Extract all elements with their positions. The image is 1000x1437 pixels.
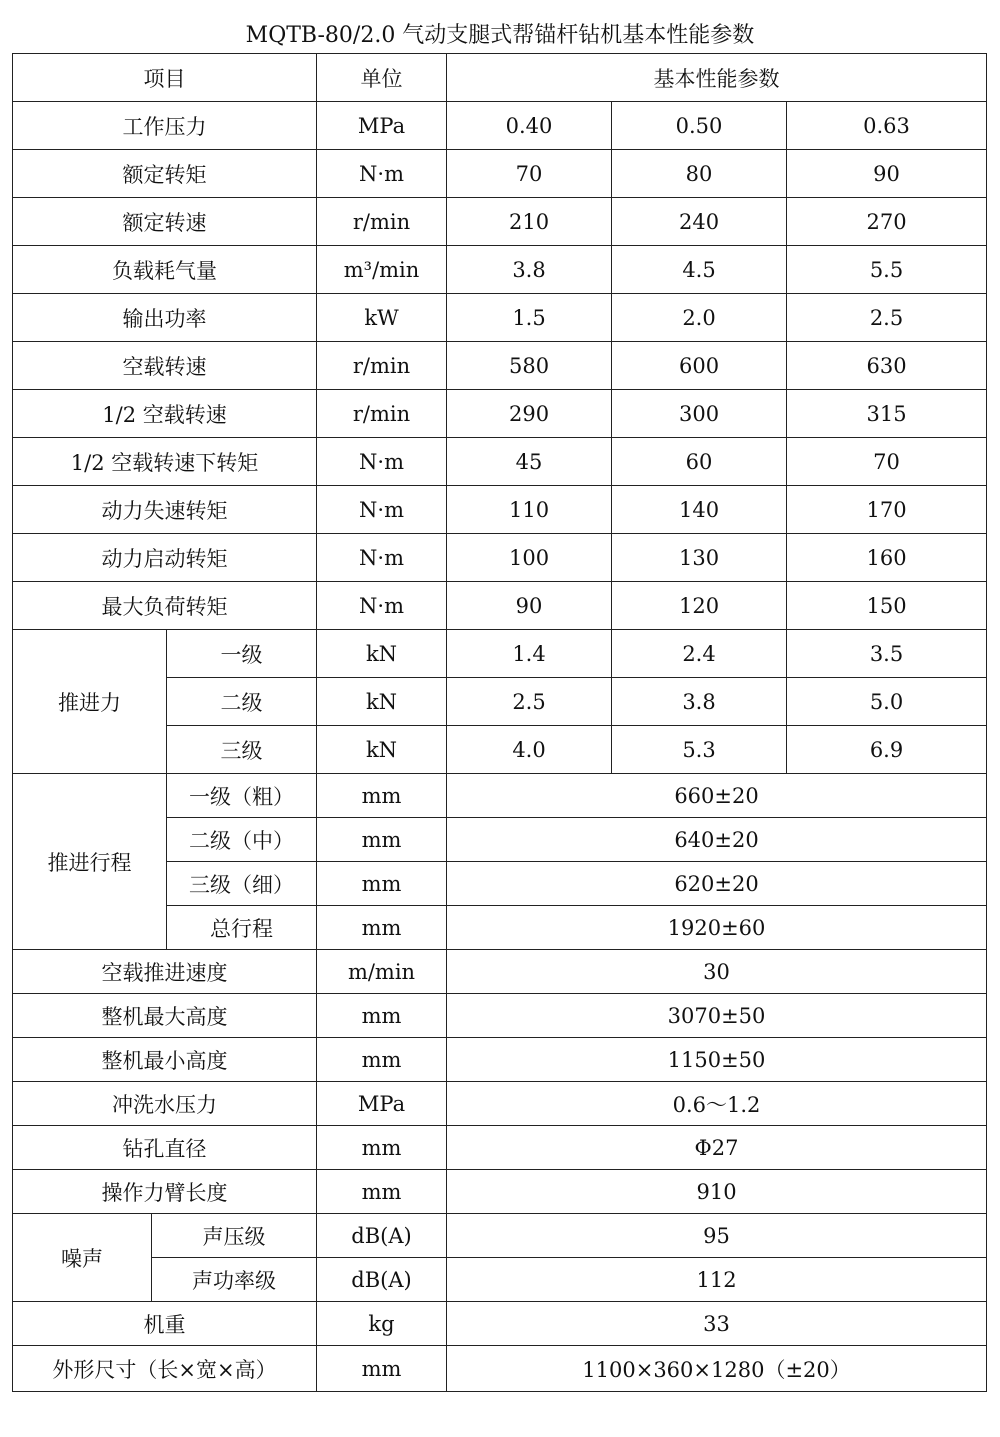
row-value: 95 <box>447 1214 987 1258</box>
sub-label: 一级（粗） <box>167 774 317 818</box>
row-value: 130 <box>612 534 787 582</box>
table-row <box>13 1346 987 1392</box>
table-row <box>13 294 987 342</box>
row-unit: MPa <box>317 102 447 150</box>
row-unit: dB(A) <box>317 1214 447 1258</box>
row-unit: mm <box>317 1038 447 1082</box>
row-value: 0.50 <box>612 102 787 150</box>
thrust-group-label: 推进力 <box>13 630 167 774</box>
row-unit: mm <box>317 1170 447 1214</box>
row-unit: dB(A) <box>317 1258 447 1302</box>
row-unit: N·m <box>317 582 447 630</box>
row-value: 3.5 <box>787 630 987 678</box>
row-label: 空载转速 <box>13 342 317 390</box>
row-value: 300 <box>612 390 787 438</box>
header-row <box>13 54 987 102</box>
row-value: 240 <box>612 198 787 246</box>
table-row <box>13 774 987 818</box>
row-value: 30 <box>447 950 987 994</box>
row-value: 6.9 <box>787 726 987 774</box>
row-value: 60 <box>612 438 787 486</box>
row-unit: N·m <box>317 486 447 534</box>
table-row <box>13 630 987 678</box>
row-value: 1.4 <box>447 630 612 678</box>
row-value: 660±20 <box>447 774 987 818</box>
row-value: 5.0 <box>787 678 987 726</box>
sub-label: 二级 <box>167 678 317 726</box>
table-row <box>13 102 987 150</box>
row-value: 2.0 <box>612 294 787 342</box>
row-unit: kN <box>317 678 447 726</box>
row-value: 1920±60 <box>447 906 987 950</box>
sub-label: 声压级 <box>152 1214 317 1258</box>
row-value: 4.0 <box>447 726 612 774</box>
row-unit: kN <box>317 726 447 774</box>
row-label: 空载推进速度 <box>13 950 317 994</box>
row-label: 整机最小高度 <box>13 1038 317 1082</box>
row-label: 最大负荷转矩 <box>13 582 317 630</box>
row-value: 290 <box>447 390 612 438</box>
row-label: 外形尺寸（长×宽×高） <box>13 1346 317 1392</box>
table-row <box>13 994 987 1038</box>
row-unit: mm <box>317 1126 447 1170</box>
row-unit: mm <box>317 906 447 950</box>
row-label: 额定转速 <box>13 198 317 246</box>
row-unit: mm <box>317 774 447 818</box>
row-value: 140 <box>612 486 787 534</box>
row-value: 120 <box>612 582 787 630</box>
sub-label: 三级 <box>167 726 317 774</box>
row-value: 640±20 <box>447 818 987 862</box>
table-row <box>13 390 987 438</box>
row-label: 工作压力 <box>13 102 317 150</box>
row-label: 动力启动转矩 <box>13 534 317 582</box>
sub-label: 三级（细） <box>167 862 317 906</box>
row-label: 操作力臂长度 <box>13 1170 317 1214</box>
stroke-group-label: 推进行程 <box>13 774 167 950</box>
row-value: 600 <box>612 342 787 390</box>
header-item: 项目 <box>13 54 317 102</box>
row-value: 2.4 <box>612 630 787 678</box>
sub-label: 二级（中） <box>167 818 317 862</box>
row-value: 3.8 <box>447 246 612 294</box>
row-value: 0.63 <box>787 102 987 150</box>
sub-label: 一级 <box>167 630 317 678</box>
row-value: 3070±50 <box>447 994 987 1038</box>
row-unit: N·m <box>317 150 447 198</box>
table-row <box>13 246 987 294</box>
row-value: 90 <box>447 582 612 630</box>
row-value: 0.40 <box>447 102 612 150</box>
table-row <box>13 342 987 390</box>
row-label: 负载耗气量 <box>13 246 317 294</box>
row-value: 1100×360×1280（±20） <box>447 1346 987 1392</box>
row-label: 动力失速转矩 <box>13 486 317 534</box>
row-value: 112 <box>447 1258 987 1302</box>
table-row <box>13 486 987 534</box>
row-value: 5.3 <box>612 726 787 774</box>
noise-group-label: 噪声 <box>13 1214 152 1302</box>
row-unit: kN <box>317 630 447 678</box>
table-row <box>13 1126 987 1170</box>
table-row <box>13 1214 987 1258</box>
table-row <box>13 1082 987 1126</box>
row-value: 170 <box>787 486 987 534</box>
parameters-table <box>12 53 987 1392</box>
row-value: 630 <box>787 342 987 390</box>
header-unit: 单位 <box>317 54 447 102</box>
row-unit: N·m <box>317 438 447 486</box>
table-row <box>13 1302 987 1346</box>
row-value: 90 <box>787 150 987 198</box>
row-unit: r/min <box>317 390 447 438</box>
row-value: 100 <box>447 534 612 582</box>
row-unit: kW <box>317 294 447 342</box>
row-label: 输出功率 <box>13 294 317 342</box>
row-value: 150 <box>787 582 987 630</box>
row-unit: mm <box>317 862 447 906</box>
row-value: Φ27 <box>447 1126 987 1170</box>
row-value: 2.5 <box>447 678 612 726</box>
row-value: 80 <box>612 150 787 198</box>
row-unit: N·m <box>317 534 447 582</box>
row-value: 0.6～1.2 <box>447 1082 987 1126</box>
row-unit: r/min <box>317 342 447 390</box>
row-value: 1.5 <box>447 294 612 342</box>
row-value: 45 <box>447 438 612 486</box>
row-unit: kg <box>317 1302 447 1346</box>
row-unit: mm <box>317 1346 447 1392</box>
table-row <box>13 950 987 994</box>
row-unit: m³/min <box>317 246 447 294</box>
row-label: 机重 <box>13 1302 317 1346</box>
row-value: 315 <box>787 390 987 438</box>
row-value: 1150±50 <box>447 1038 987 1082</box>
row-label: 额定转矩 <box>13 150 317 198</box>
table-row <box>13 1038 987 1082</box>
row-label: 1/2 空载转速下转矩 <box>13 438 317 486</box>
table-row <box>13 150 987 198</box>
table-row <box>13 1258 987 1302</box>
row-unit: r/min <box>317 198 447 246</box>
row-value: 110 <box>447 486 612 534</box>
row-value: 160 <box>787 534 987 582</box>
row-value: 270 <box>787 198 987 246</box>
header-params: 基本性能参数 <box>447 54 987 102</box>
row-unit: m/min <box>317 950 447 994</box>
row-unit: MPa <box>317 1082 447 1126</box>
row-unit: mm <box>317 994 447 1038</box>
row-value: 210 <box>447 198 612 246</box>
table-row <box>13 582 987 630</box>
row-value: 70 <box>447 150 612 198</box>
row-label: 整机最大高度 <box>13 994 317 1038</box>
row-value: 70 <box>787 438 987 486</box>
row-value: 3.8 <box>612 678 787 726</box>
row-value: 33 <box>447 1302 987 1346</box>
row-value: 5.5 <box>787 246 987 294</box>
row-value: 4.5 <box>612 246 787 294</box>
table-title: MQTB-80/2.0 气动支腿式帮锚杆钻机基本性能参数 <box>245 23 755 48</box>
row-value: 2.5 <box>787 294 987 342</box>
row-label: 冲洗水压力 <box>13 1082 317 1126</box>
row-label: 钻孔直径 <box>13 1126 317 1170</box>
row-value: 580 <box>447 342 612 390</box>
row-value: 910 <box>447 1170 987 1214</box>
table-row <box>13 534 987 582</box>
table-row <box>13 438 987 486</box>
row-unit: mm <box>317 818 447 862</box>
table-row <box>13 198 987 246</box>
table-row <box>13 1170 987 1214</box>
row-label: 1/2 空载转速 <box>13 390 317 438</box>
row-value: 620±20 <box>447 862 987 906</box>
sub-label: 总行程 <box>167 906 317 950</box>
sub-label: 声功率级 <box>152 1258 317 1302</box>
